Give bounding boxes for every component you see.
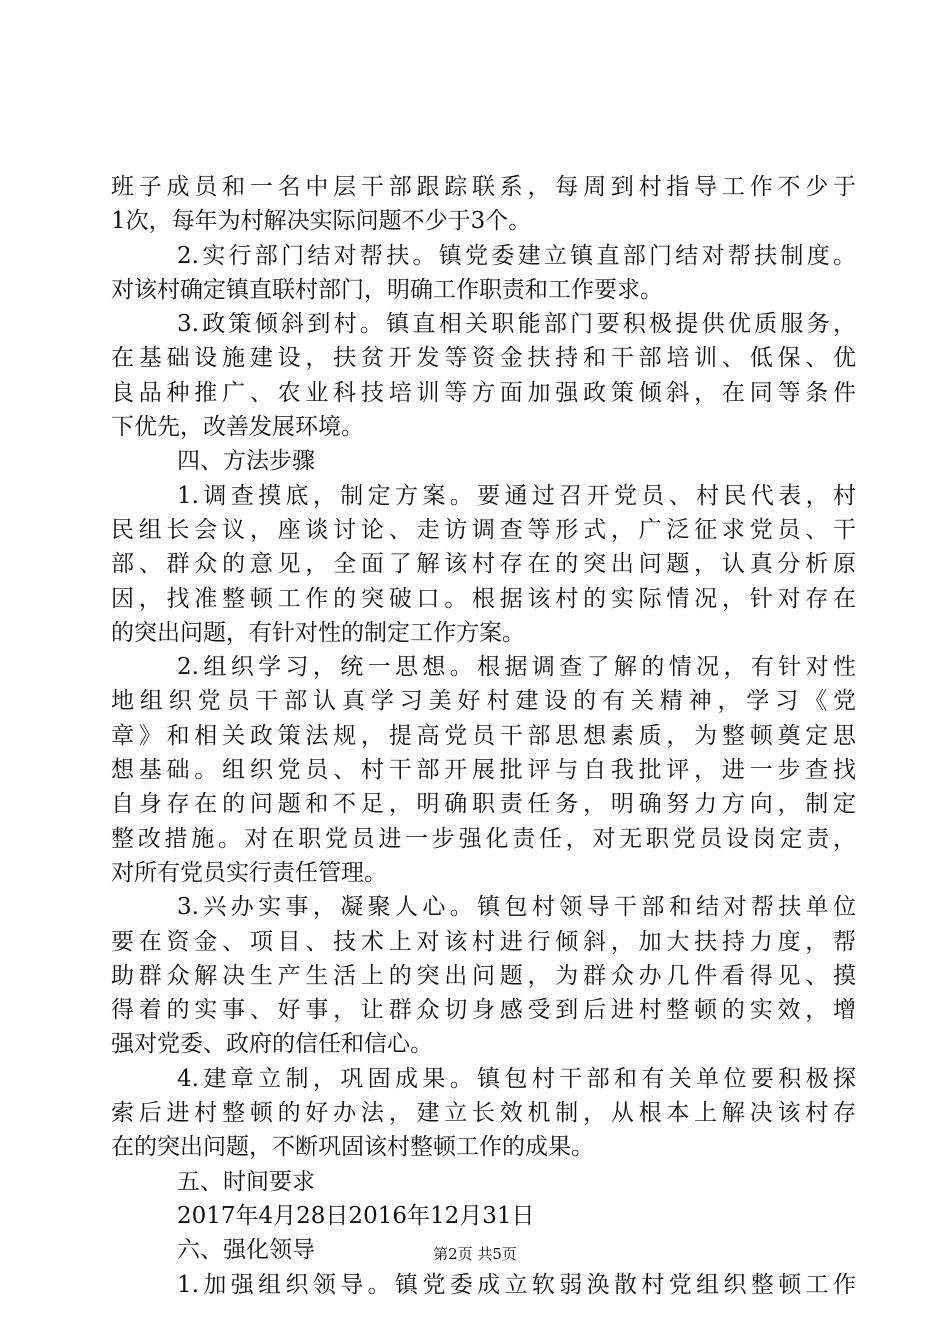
text-line: 自身存在的问题和不足，明确职责任务，明确努力方向，制定 (111, 791, 856, 818)
text-line: 强对党委、政府的信任和信心。 (111, 1031, 433, 1058)
text-line: 五、时间要求 (177, 1168, 315, 1195)
text-line: 3.政策倾斜到村。镇直相关职能部门要积极提供优质服务， (177, 311, 856, 338)
text-line: 下优先，改善发展环境。 (111, 414, 364, 441)
text-line: 良品种推广、农业科技培训等方面加强政策倾斜，在同等条件 (111, 379, 856, 406)
text-line: 4.建章立制，巩固成果。镇包村干部和有关单位要积极探 (177, 1065, 856, 1092)
text-line: 要在资金、项目、技术上对该村进行倾斜，加大扶持力度，帮 (111, 928, 856, 955)
text-line: 在基础设施建设，扶贫开发等资金扶持和干部培训、低保、优 (111, 345, 856, 372)
text-line: 整改措施。对在职党员进一步强化责任，对无职党员设岗定责， (111, 825, 856, 852)
text-line: 六、强化领导 (177, 1237, 315, 1264)
text-line: 部、群众的意见，全面了解该村存在的突出问题，认真分析原 (111, 551, 856, 578)
text-line: 1.调查摸底，制定方案。要通过召开党员、村民代表，村 (177, 482, 856, 509)
text-line: 在的突出问题，不断巩固该村整顿工作的成果。 (111, 1134, 594, 1161)
text-line: 的突出问题，有针对性的制定工作方案。 (111, 619, 525, 646)
text-line: 得着的实事、好事，让群众切身感受到后进村整顿的实效，增 (111, 997, 856, 1024)
text-line: 助群众解决生产生活上的突出问题，为群众办几件看得见、摸 (111, 962, 856, 989)
text-line: 2.实行部门结对帮扶。镇党委建立镇直部门结对帮扶制度。 (177, 242, 856, 269)
text-line: 对该村确定镇直联村部门，明确工作职责和工作要求。 (111, 276, 663, 303)
text-line: 1次，每年为村解决实际问题不少于3个。 (111, 208, 532, 235)
text-line: 章》和相关政策法规，提高党员干部思想素质，为整顿奠定思 (111, 722, 856, 749)
text-line: 四、方法步骤 (177, 448, 315, 475)
text-line: 班子成员和一名中层干部跟踪联系，每周到村指导工作不少于 (111, 174, 856, 200)
text-line: 2.组织学习，统一思想。根据调查了解的情况，有针对性 (177, 654, 856, 681)
text-line: 1.加强组织领导。镇党委成立软弱涣散村党组织整顿工作 (177, 1271, 856, 1298)
text-line: 3.兴办实事，凝聚人心。镇包村领导干部和结对帮扶单位 (177, 894, 856, 921)
document-body (111, 170, 856, 1302)
text-line: 因，找准整顿工作的突破口。根据该村的实际情况，针对存在 (111, 585, 856, 612)
text-line: 想基础。组织党员、村干部开展批评与自我批评，进一步查找 (111, 757, 856, 784)
text-line: 民组长会议，座谈讨论、走访调查等形式，广泛征求党员、干 (111, 516, 856, 543)
page-footer: 第2页 共5页 (433, 1245, 517, 1263)
text-line: 地组织党员干部认真学习美好村建设的有关精神，学习《党 (111, 688, 856, 715)
text-line: 2017年4月28日2016年12月31日 (177, 1202, 535, 1229)
text-line: 对所有党员实行责任管理。 (111, 859, 387, 886)
text-line: 索后进村整顿的好办法，建立长效机制，从根本上解决该村存 (111, 1100, 856, 1127)
